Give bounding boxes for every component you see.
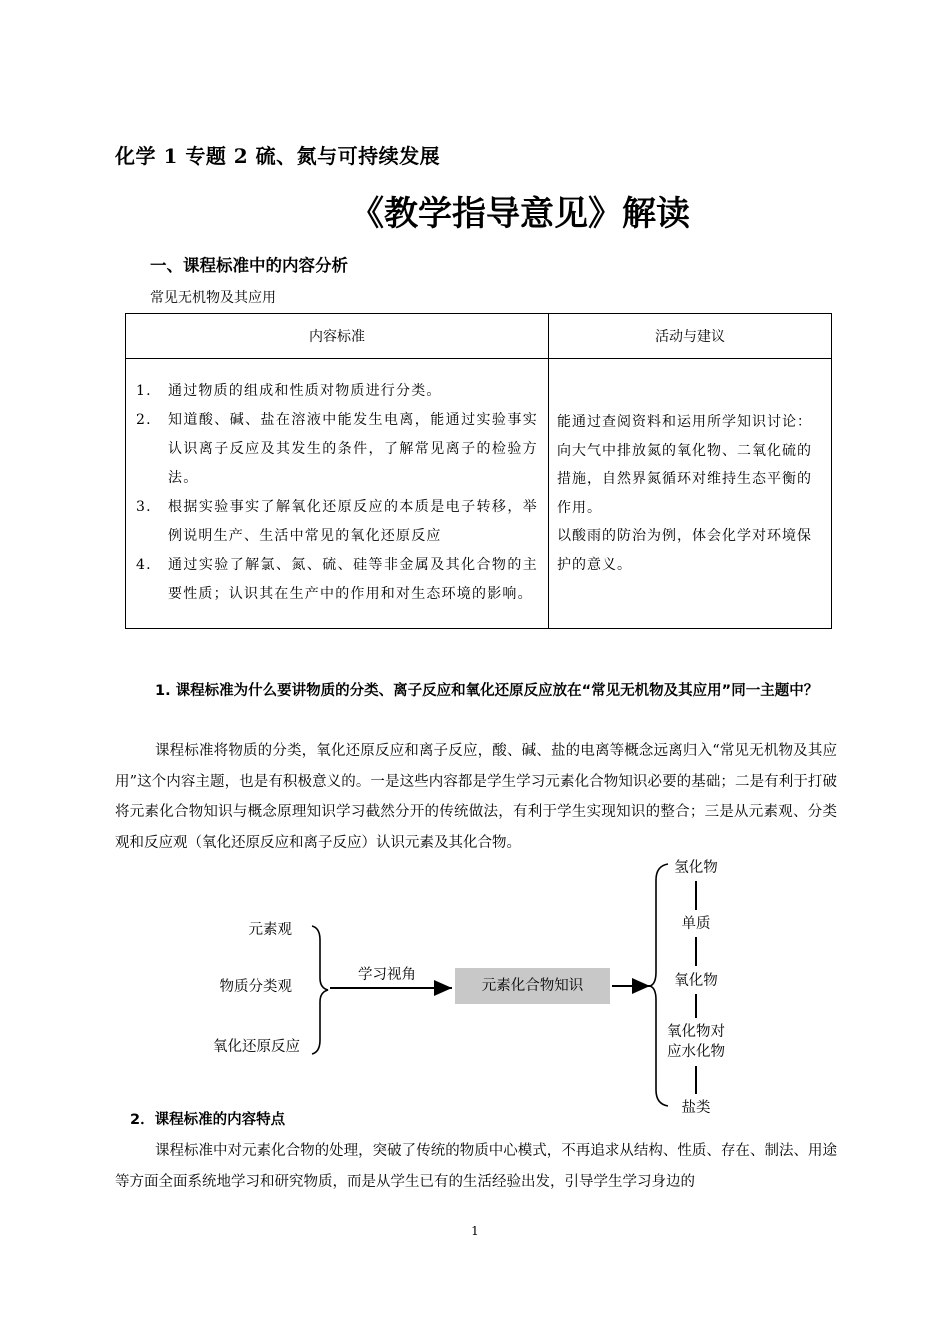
diagram-center-box: 元素化合物知识 xyxy=(455,968,610,1004)
page-number: 1 xyxy=(471,1224,479,1238)
section2-heading: 2．课程标准的内容特点 xyxy=(130,1112,286,1128)
list-item: 1. 通过物质的组成和性质对物质进行分类。 xyxy=(136,382,442,399)
diagram-arrow-label: 学习视角 xyxy=(358,967,416,983)
diagram-left-item: 氧化还原反应 xyxy=(213,1039,300,1055)
activity-paragraph: 能通过查阅资料和运用所学知识讨论：向大气中排放氮的氧化物、二氧化硫的措施，自然界氮循环对维持生态平衡的作用。 xyxy=(557,414,812,516)
question1-heading: 1. 课程标准为什么要讲物质的分类、离子反应和氧化还原反应放在“常见无机物及其应用”同一主题中？ xyxy=(155,683,819,699)
section1-subheading: 常见无机物及其应用 xyxy=(150,290,276,306)
paragraph-2: 课程标准中对元素化合物的处理，突破了传统的物质中心模式，不再追求从结构、性质、存在、制法、用途等方面全面系统地学习和研究物质，而是从学生已有的生活经验出发，引导学生学习身边的 xyxy=(115,1143,837,1190)
diagram-right-item: 氧化物 xyxy=(674,973,718,989)
document-title: 《教学指导意见》解读 xyxy=(350,194,690,234)
diagram-right-item: 盐类 xyxy=(681,1100,711,1116)
diagram-right-item: 单质 xyxy=(681,916,711,932)
list-item: 4. 通过实验了解氯、氮、硫、硅等非金属及其化合物的主要性质；认识其在生产中的作用和对生态环境的影响。 xyxy=(136,556,538,602)
activity-paragraph: 以酸雨的防治为例，体会化学对环境保护的意义。 xyxy=(557,528,812,573)
table-header-content-standard: 内容标准 xyxy=(126,314,549,359)
document-header: 化学 1 专题 2 硫、氮与可持续发展 xyxy=(115,144,441,168)
list-item: 2. 知道酸、碱、盐在溶液中能发生电离，能通过实验事实认识离子反应及其发生的条件，了解常见离子的检验方法。 xyxy=(136,411,538,486)
left-brace xyxy=(312,926,328,1054)
diagram-left-item: 元素观 xyxy=(248,922,292,938)
table-header-activities: 活动与建议 xyxy=(549,314,832,359)
paragraph-1: 课程标准将物质的分类，氧化还原反应和离子反应，酸、碱、盐的电离等概念远离归入“常见无机物及其应用”这个内容主题，也是有积极意义的。一是这些内容都是学生学习元素化合物知识必要的基础；二是有利于打破将元素化合物知识与概念原理知识学习截然分开的传统做法，有利于学生实现知识的整合；三是从元素观、分类观和反应观（氧化还原反应和离子反应）认识元素及其化合物。 xyxy=(115,743,837,851)
diagram-left-item: 物质分类观 xyxy=(219,979,292,995)
right-brace xyxy=(650,864,668,1106)
diagram-right-item: 氧化物对 xyxy=(667,1024,725,1040)
list-item: 3. 根据实验事实了解氧化还原反应的本质是电子转移，举例说明生产、生活中常见的氧化还原反应 xyxy=(136,498,538,544)
diagram-right-item: 氢化物 xyxy=(674,860,718,876)
section1-heading: 一、课程标准中的内容分析 xyxy=(150,256,348,275)
diagram-right-item: 应水化物 xyxy=(667,1044,725,1060)
